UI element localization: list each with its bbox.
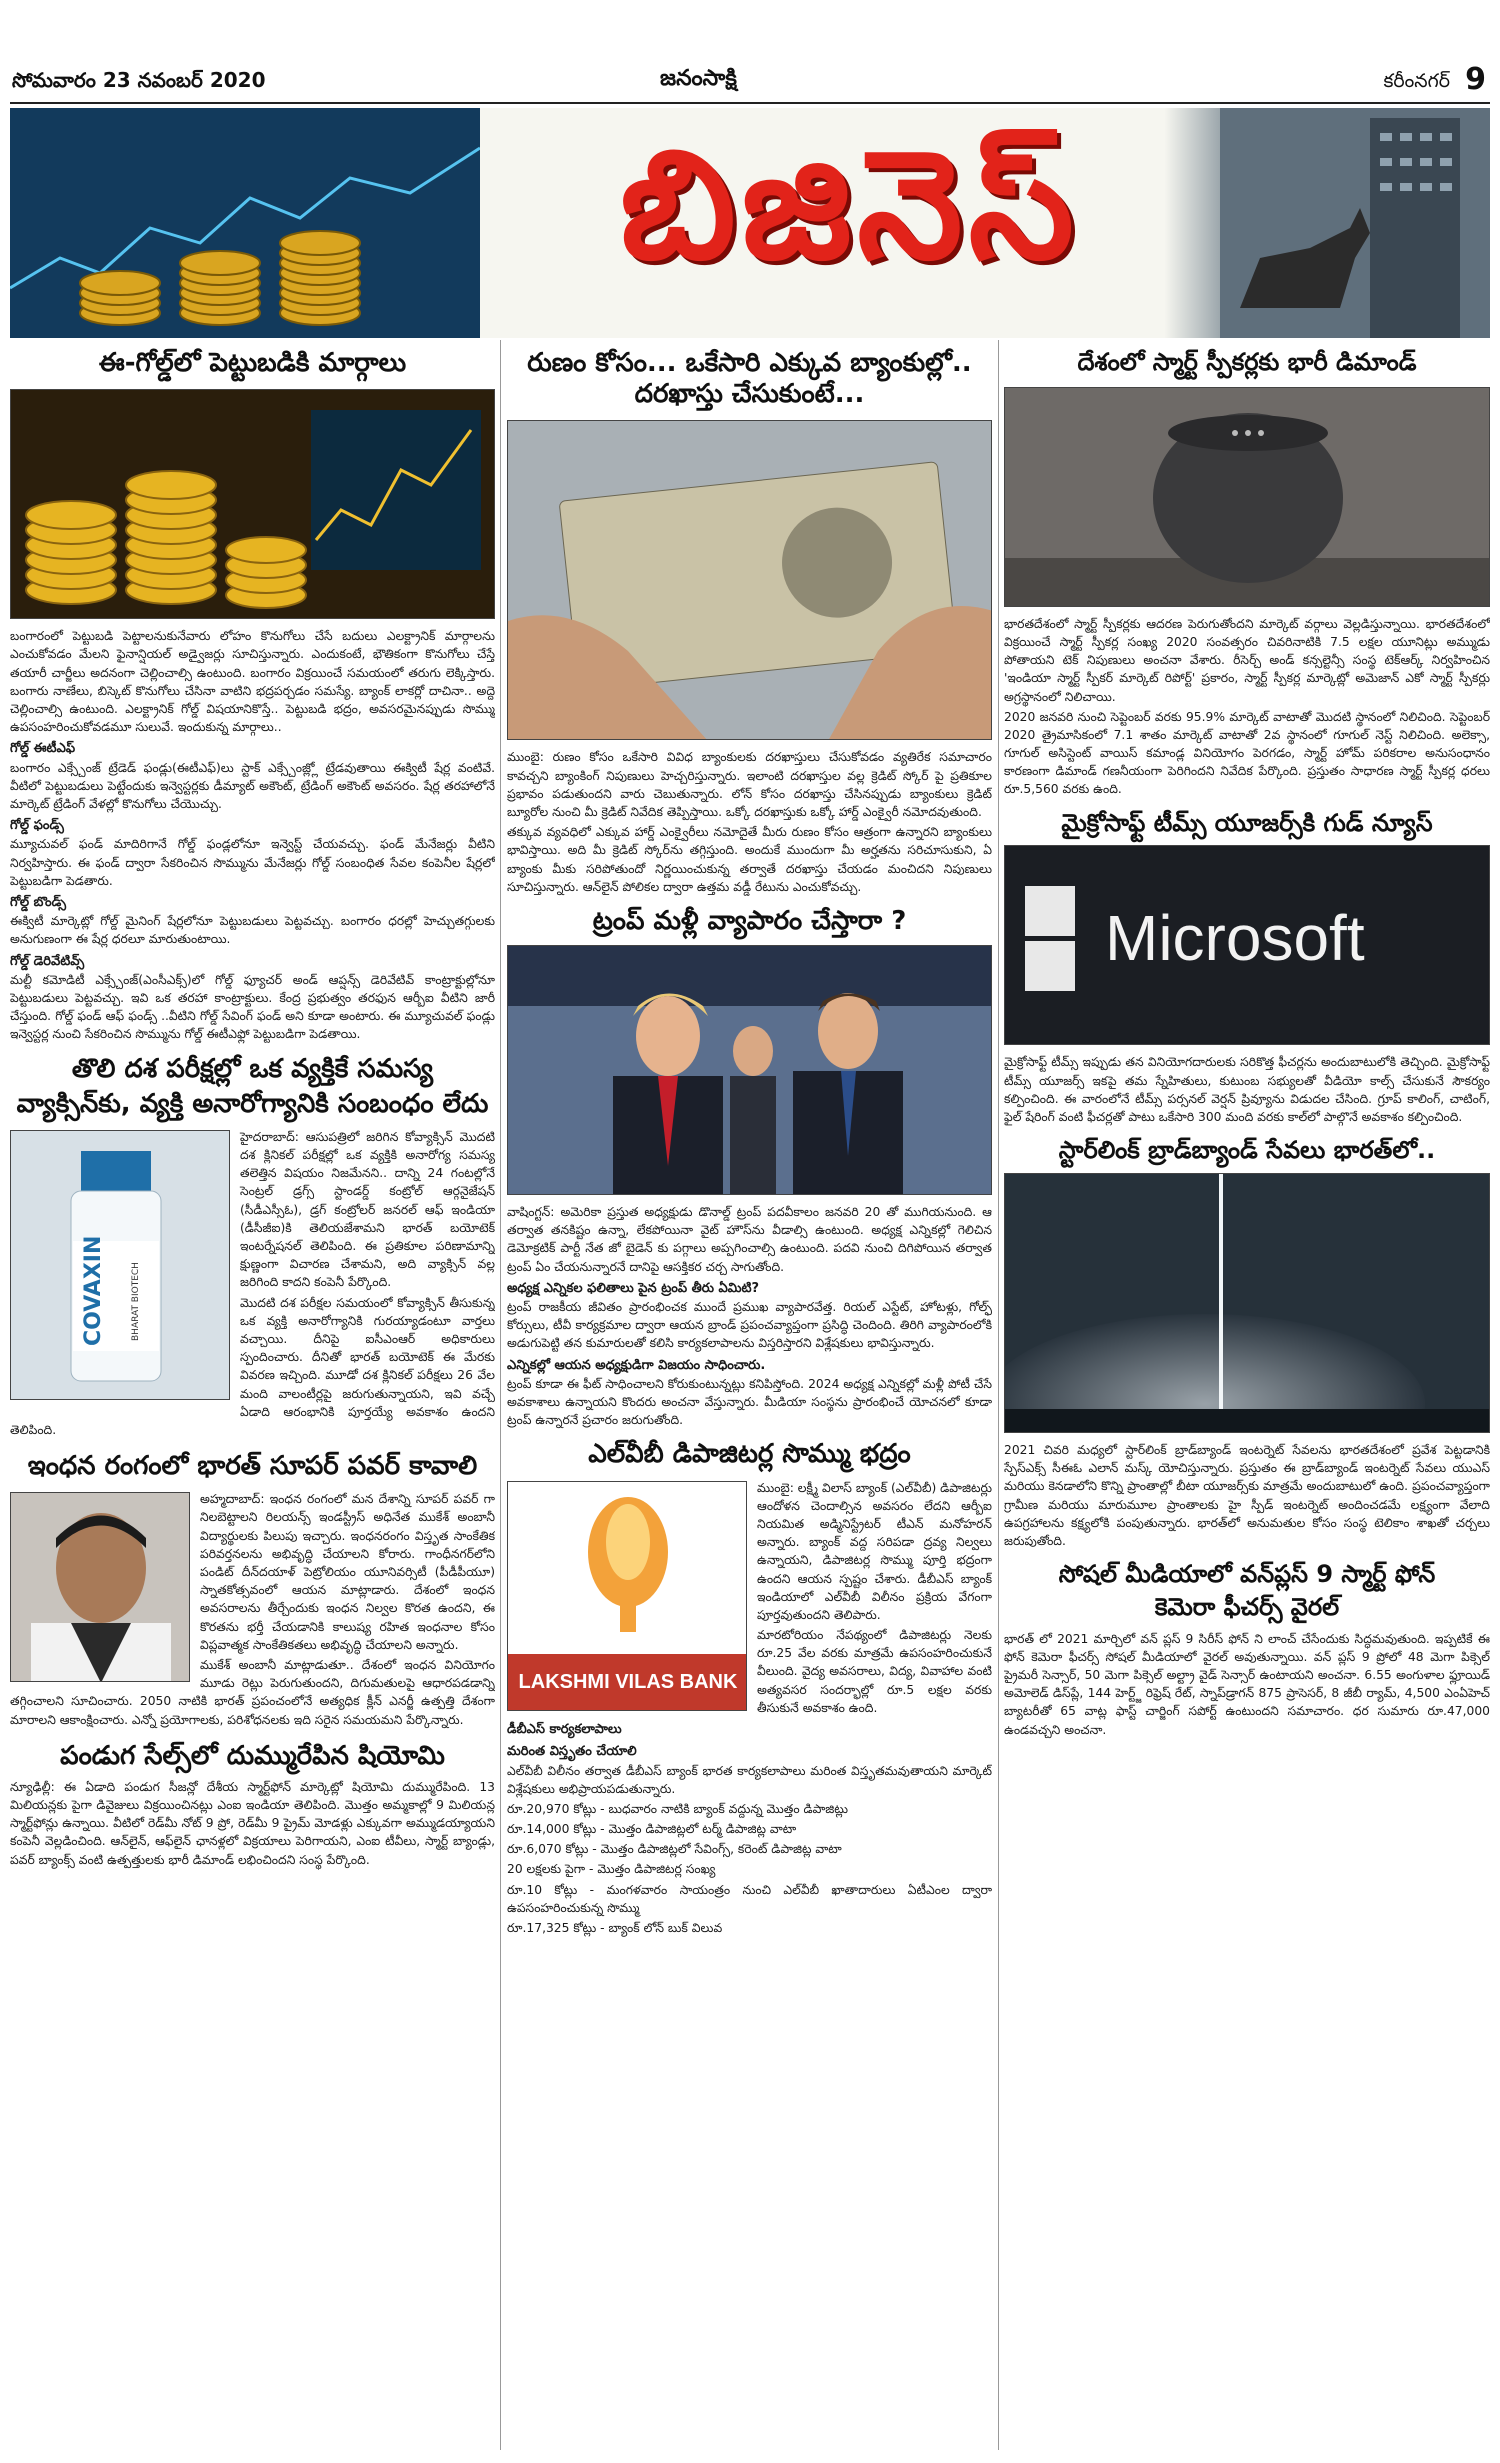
article-starlink <box>1004 1136 1490 1550</box>
column-divider <box>998 340 999 2450</box>
article-subhead: గోల్డ్ ఈటీఎఫ్ <box>10 741 76 757</box>
article-headline: ఈ-గోల్డ్‌లో పెట్టుబడికి మార్గాలు <box>98 348 407 378</box>
article-paragraph: న్యూఢిల్లీ: ఈ ఏడాది పండుగ సీజన్లో దేశీయ స్మార్ట్‌ఫోన్ మార్కెట్లో షియోమి దుమ్మురేపింది. 13 మిలియన్లకు పైగా డివైజులు విక్రయించినట్లు ఎంఐ ఇండియా తెలిపింది. మొత్తం అమ్మకాల్లో 9 మిలియన్ల స్మార్ట్‌ఫోన్లు ఉన్నాయి. వీటిలో రెడ్‌మీ నోట్ 9 ప్రో, రెడ్‌మీ 9 ప్రైమ్ మోడళ్లు ఎక్కువగా అమ్ముడయ్యాయని కంపెనీ వెల్లడించింది. ఆన్‌లైన్, ఆఫ్‌లైన్ ఛానళ్లలో విక్రయాలు పెరిగాయని, ఎంఐ టీవీలు, స్మార్ట్ బ్యాండ్లు, పవర్ బ్యాంక్స్ వంటి ఉత్పత్తులకు భారీ డిమాండ్ లభించిందని సంస్థ పేర్కొంది. <box>10 1779 495 1867</box>
section-banner <box>10 108 1490 338</box>
lvb-stat-line: 20 లక్షలకు పైగా - మొత్తం డిపాజిటర్ల సంఖ్య <box>507 1862 716 1877</box>
article-paragraph: భారతదేశంలో స్మార్ట్ స్పీకర్లకు ఆదరణ పెరుగుతోందని మార్కెట్ వర్గాలు వెల్లడిస్తున్నాయి. భారతదేశంలో విక్రయించే స్మార్ట్ స్పీకర్ల సంఖ్య 2020 సంవత్సరం చివరినాటికి 7.5 లక్షల యూనిట్లు అమ్ముడు పోతాయని టెక్ నిపుణులు అంచనా వేశారు. రీసెర్చ్ అండ్ కన్సల్టెన్సీ సంస్థ టెక్ఆర్క్ నిర్వహించిన 'ఇండియా స్మార్ట్ స్పీకర్ మార్కెట్ రిపోర్ట్' ప్రకారం, స్మార్ట్ స్పీకర్ల మార్కెట్లో అమెజాన్ ఎకో స్మార్ట్ స్పీకర్లు అగ్రస్థానంలో నిలిచాయి. <box>1004 616 1490 704</box>
edition-city: కరీంనగర్ <box>1383 70 1450 92</box>
mukesh-ambani-photo <box>10 1492 190 1682</box>
lvb-stats-list <box>507 1800 992 1937</box>
lvb-stat-line: రూ.14,000 కోట్లు - మొత్తం డిపాజిట్లలో టర్మ్ డిపాజిట్ల వాటా <box>507 1822 797 1837</box>
column-left <box>10 340 495 2450</box>
starlink-satellite-trail-image <box>1004 1173 1490 1433</box>
article-paragraph: బంగారం ఎక్స్చేంజ్ ట్రేడెడ్ ఫండ్లు(ఈటీఎఫ్)లు స్టాక్ ఎక్స్చేంజ్ల్లో ట్రేడవుతాయి ఈక్విటీ షేర్ల వంటివే. వీటిలో పెట్టుబడులు పెట్టేందుకు ఇన్వెస్టర్లకు డీమ్యాట్ అకౌంట్, ట్రేడింగ్ అకౌంట్ అవసరం. షేర్ల తరహాలోనే మార్కెట్ ట్రేడింగ్ వేళల్లో కొనుగోలు చేయొచ్చు. <box>10 760 495 811</box>
masthead-rule <box>10 102 1490 104</box>
article-paragraph: మారటోరియం నేపథ్యంలో డిపాజిటర్లు నెలకు రూ.25 వేల వరకు మాత్రమే ఉపసంహరించుకునే వీలుంది. వైద్య అవసరాలు, విద్య, వివాహాల వంటి అత్యవసర సందర్భాల్లో రూ.5 లక్షల వరకు తీసుకునే అవకాశం ఉంది. <box>757 1628 992 1715</box>
smart-speaker-image <box>1004 387 1490 607</box>
article-loans <box>507 348 992 896</box>
article-paragraph: ట్రంప్ రాజకీయ జీవితం ప్రారంభించక ముందే ప్రముఖ వ్యాపారవేత్త. రియల్ ఎస్టేట్, హోటళ్లు, గోల్ఫ్ కోర్సులు, టీవీ కార్యక్రమాల ద్వారా ఆయన బ్రాండ్ ప్రపంచవ్యాప్తంగా ప్రసిద్ధి చెందింది. తిరిగి వ్యాపారంలోకి అడుగుపెట్టి తన కుమారులతో కలిసి కార్యకలాపాలను విస్తరిస్తారని విశ్లేషకులు భావిస్తున్నారు. <box>507 1300 992 1351</box>
article-xiaomi <box>10 1741 495 1869</box>
article-paragraph: ఎల్‌వీబీ విలీనం తర్వాత డీబీఎస్ బ్యాంక్ భారత కార్యకలాపాలు మరింత విస్తృతమవుతాయని మార్కెట్ విశ్లేషకులు అభిప్రాయపడుతున్నారు. <box>507 1763 992 1796</box>
lvb-stat-line: రూ.10 కోట్లు - మంగళవారం సాయంత్రం నుంచి ఎల్‌వీబీ ఖాతాదారులు ఏటీఎంల ద్వారా ఉపసంహరించుకున్న సొమ్ము <box>507 1882 992 1915</box>
article-teams <box>1004 809 1490 1127</box>
stock-exchange-bull-image <box>1220 108 1490 338</box>
article-paragraph: బంగారంలో పెట్టుబడి పెట్టాలనుకునేవారు లోహం కొనుగోలు చేసే బదులు ఎలక్ట్రానిక్ మార్గాలను ఎంచుకోవడం మేలని ఫైనాన్షియల్ అడ్వైజర్లు సూచిస్తున్నారు. ఎందుకంటే, భౌతికంగా కొనుగోలు చేస్తే తయారీ చార్జీలు అదనంగా చెల్లించాల్సి ఉంటుంది. బంగారం విక్రయించే సమయంలో తరుగు లెక్కిస్తారు. బంగారు నాణేలు, బిస్కెట్ కొనుగోలు చేసినా వాటిని భద్రపర్చడం సమస్యే. బ్యాంక్ లాకర్లో దాచినా.. అద్దె చెల్లించాల్సి ఉంటుంది. ఎలక్ట్రానిక్ గోల్డ్ విషయానికొస్తే.. పెట్టుబడి భద్రం, అవసరమైనప్పుడు సొమ్ము ఉపసంహరించుకోవడమూ సులువే. ఇందుకున్న మార్గాలు.. <box>10 629 495 735</box>
article-headline: ఇంధన రంగంలో భారత్ సూపర్ పవర్ కావాలి <box>27 1451 478 1482</box>
issue-date: సోమవారం 23 నవంబర్ 2020 <box>12 68 266 92</box>
microsoft-logo-text: Microsoft <box>1105 902 1365 975</box>
article-paragraph: ముంబై: రుణం కోసం ఒకేసారి వివిధ బ్యాంకులకు దరఖాస్తులు చేసుకోవడం వ్యతిరేక సమాచారం కావచ్చని బ్యాంకింగ్ నిపుణులు హెచ్చరిస్తున్నారు. ఇలాంటి దరఖాస్తుల వల్ల క్రెడిట్ స్కోర్ పై ప్రతికూల ప్రభావం పడుతుందని వారు చెబుతున్నారు. లోన్ కోసం దరఖాస్తు చేసినప్పుడు బ్యాంకులు క్రెడిట్ బ్యూరోల నుంచి మీ క్రెడిట్ నివేదిక తెప్పిస్తాయి. ఒక్కో దరఖాస్తుకు ఒక్కో హార్డ్ ఎంక్వైరీ నమోదవుతుంది. <box>507 750 992 819</box>
bank-logo-label: LAKSHMI VILAS BANK <box>508 1654 747 1711</box>
section-title: బిజినెస్ <box>620 116 1080 293</box>
article-paragraph: మ్యూచువల్ ఫండ్ మాదిరిగానే గోల్డ్ ఫండ్లలోనూ ఇన్వెస్ట్ చేయవచ్చు. ఫండ్ మేనేజర్లు వీటిని నిర్వహిస్తారు. ఈ ఫండ్ ద్వారా సేకరించిన సొమ్మును మేనేజర్లు గోల్డ్ సంబంధిత సేవల కంపెనీల షేర్లలో పెట్టుబడిగా పెడతారు. <box>10 837 495 888</box>
article-paragraph: ట్రంప్ కూడా ఈ ఫీట్ సాధించాలని కోరుకుంటున్నట్లు కనిపిస్తోంది. 2024 అధ్యక్ష ఎన్నికల్లో మళ్లీ పోటీ చేసే అవకాశాలు ఉన్నాయని కొందరు అంచనా వేస్తున్నారు. మీడియా సంస్థను ప్రారంభించే యోచనలో కూడా ట్రంప్ ఉన్నారనే ప్రచారం జరుగుతోంది. <box>507 1376 992 1428</box>
article-paragraph: తక్కువ వ్యవధిలో ఎక్కువ హార్డ్ ఎంక్వైరీలు నమోదైతే మీరు రుణం కోసం ఆత్రంగా ఉన్నారని బ్యాంకులు భావిస్తాయి. అది మీ క్రెడిట్ స్కోర్‌ను తగ్గిస్తుంది. అందుకే ముందుగా మీ అర్హతను సరిచూసుకుని, ఏ బ్యాంకు మీకు సరిపోతుందో నిర్ణయించుకున్న తర్వాతే దరఖాస్తు చేయడం మంచిదని నిపుణులు సూచిస్తున్నారు. ఆన్‌లైన్ పోలికల ద్వారా ఉత్తమ వడ్డీ రేటును ఎంచుకోవచ్చు. <box>507 825 992 894</box>
microsoft-logo-image <box>1004 845 1490 1045</box>
article-headline: స్టార్‌లింక్ బ్రాడ్‌బ్యాండ్ సేవలు భారత్‌లో.. <box>1058 1136 1436 1165</box>
column-middle <box>507 340 992 2450</box>
article-headline: రుణం కోసం... ఒకేసారి ఎక్కువ బ్యాంకుల్లో.. దరఖాస్తు చేసుకుంటే... <box>527 348 972 410</box>
article-subheadline: కెమెరా ఫీచర్స్ వైరల్ <box>1154 1592 1340 1621</box>
article-headline: పండుగ సేల్స్‌లో దుమ్మురేపిన షియోమి <box>60 1740 445 1771</box>
article-paragraph: ముకేశ్ అంబానీ మాట్లాడుతూ.. దేశంలో ఇంధన వినియోగం మూడు రెట్లు పెరుగుతుందని, దిగుమతులపై ఆధారపడడాన్ని తగ్గించాలని సూచించారు. 2050 నాటికి భారత్ ప్రపంచంలోనే అత్యధిక క్లీన్ ఎనర్జీ ఉత్పత్తి దేశంగా మారాలని ఆకాంక్షించారు. ఎన్నో ప్రయోగాలకు, పరిశోధనలకు ఇది సరైన సమయమని పేర్కొన్నారు. <box>10 1657 495 1727</box>
column-right <box>1004 340 1490 2450</box>
article-paragraph: వాషింగ్టన్: అమెరికా ప్రస్తుత అధ్యక్షుడు డొనాల్డ్ ట్రంప్ పదవీకాలం జనవరి 20 తో ముగియనుంది. ఆ తర్వాత తనకిష్టం ఉన్నా, లేకపోయినా వైట్ హౌస్‌ను వీడాల్సి ఉంటుంది. అధ్యక్ష ఎన్నికల్లో గెలిచిన డెమోక్రటిక్ పార్టీ నేత జో బైడెన్ కు పగ్గాలు అప్పగించాల్సి ఉంటుంది. పదవి నుంచి దిగిపోయిన తర్వాత ట్రంప్ ఏం చేయనున్నారనే దానిపై ఆసక్తికర చర్చ సాగుతోంది. <box>507 1205 992 1274</box>
article-subheadline: వ్యాక్సిన్‌కు, వ్యక్తి అనారోగ్యానికి సంబంధం లేదు <box>16 1088 489 1119</box>
article-paragraph: 2020 జనవరి నుంచి సెప్టెంబర్ వరకు 95.9% మార్కెట్ వాటాతో మొదటి స్థానంలో నిలిచింది. సెప్టెంబర్ 2020 త్రైమాసికంలో 7.1 శాతం మార్కెట్ వాటాతో 2వ స్థానంలో గూగుల్ నెస్ట్ నిలిచింది. అలెక్సా, గూగుల్ అసిస్టెంట్ వాయిస్ కమాండ్ల వినియోగం పెరగడం, స్మార్ట్ హోమ్ పరికరాల అనుసంధానం కారణంగా డిమాండ్ గణనీయంగా పెరిగిందని నివేదిక పేర్కొంది. ప్రస్తుతం సాధారణ స్మార్ట్ స్పీకర్ల ధరలు రూ.5,560 వరకు ఉంది. <box>1004 709 1490 797</box>
masthead-bar <box>10 62 1490 102</box>
article-lvb <box>507 1439 992 1939</box>
article-oneplus <box>1004 1560 1490 1739</box>
column-divider <box>500 340 501 2450</box>
article-paragraph: ఈక్విటీ మార్కెట్లో గోల్డ్ మైనింగ్ షేర్లలోనూ పెట్టుబడులు పెట్టవచ్చు. బంగారం ధరల్లో హెచ్చుతగ్గులకు అనుగుణంగా ఈ షేర్ల ధరలూ మారుతుంటాయి. <box>10 914 495 947</box>
article-paragraph: 2021 చివరి మధ్యలో స్టార్‌లింక్ బ్రాడ్‌బ్యాండ్ ఇంటర్నెట్ సేవలను భారతదేశంలో ప్రవేశ పెట్టడానికి స్పేస్ఎక్స్ సీఈఓ ఎలాన్ మస్క్ యోచిస్తున్నారు. ప్రస్తుతం ఈ బ్రాడ్‌బ్యాండ్ ఇంటర్నెట్ సేవలు యుఎస్ మరియు కెనడాలోని కొన్ని ప్రాంతాల్లో బీటా యూజర్స్‌కు మాత్రమే అందుబాటులో ఉంది. ప్రపంచవ్యాప్తంగా గ్రామీణ మరియు మారుమూల ప్రాంతాలకు హై స్పీడ్ ఇంటర్నెట్ అందించడమే లక్ష్యంగా వేలాది ఉపగ్రహాలను కక్ష్యలోకి పంపుతున్నారు. భారత్‌లో అనుమతుల కోసం సంస్థ టెలికాం శాఖతో చర్చలు జరుపుతోంది. <box>1004 1443 1490 1548</box>
lvb-stat-line: రూ.6,070 కోట్లు - మొత్తం డిపాజిట్లలో సేవింగ్స్, కరెంట్ డిపాజిట్ల వాటా <box>507 1842 842 1857</box>
article-subhead: మరింత విస్తృతం చేయాలి <box>507 1744 637 1760</box>
article-headline: ఎల్‌వీబీ డిపాజిటర్ల సొమ్ము భద్రం <box>588 1439 911 1470</box>
page-number: 9 <box>1465 62 1486 97</box>
vial-brand-label: COVAXIN <box>81 1235 106 1346</box>
article-paragraph: హైదరాబాద్: ఆసుపత్రిలో జరిగిన కోవ్యాక్సిన్ మొదటి దశ క్లినికల్ పరీక్షల్లో ఒక వ్యక్తికి అనారోగ్య సమస్య తలెత్తిన విషయం నిజమేనని.. దాన్ని 24 గంటల్లోనే సెంట్రల్ డ్రగ్స్ స్టాండర్డ్ కంట్రోల్ ఆర్గనైజేషన్ (సీడీఎస్సీఓ), డ్రగ్ కంట్రోలర్ జనరల్ ఆఫ్ ఇండియా (డీసీజీఐ)కి తెలియజేశామని భారత్ బయోటెక్ ఇంటర్నేషనల్ తెలిపింది. ఈ ప్రతికూల పరిణామాన్ని క్షుణ్ణంగా విచారణ చేశామని, అది వ్యాక్సిన్ వల్ల జరిగింది కాదని కంపెనీ పేర్కొంది. <box>240 1129 495 1290</box>
lvb-stat-line: రూ.20,970 కోట్లు - బుధవారం నాటికి బ్యాంక్ వద్దున్న మొత్తం డిపాజిట్లు <box>507 1801 849 1816</box>
article-subhead: అధ్యక్ష ఎన్నికల ఫలితాలు పైన ట్రంప్ తీరు ఏమిటి? <box>507 1280 760 1296</box>
article-speakers <box>1004 348 1490 799</box>
newspaper-name: జనంసాక్షి <box>660 66 737 91</box>
article-subhead: గోల్డ్ డెరివేటివ్స్ <box>10 953 85 969</box>
covaxin-vial-image <box>10 1130 230 1400</box>
article-headline: దేశంలో స్మార్ట్ స్పీకర్లకు భారీ డిమాండ్ <box>1077 348 1417 376</box>
article-trump <box>507 906 992 1430</box>
gold-coins-chart-image <box>10 108 480 338</box>
article-headline: ట్రంప్ మళ్లీ వ్యాపారం చేస్తారా ? <box>592 905 907 936</box>
trump-family-photo <box>507 945 992 1195</box>
article-paragraph: మొదటి దశ పరీక్షల సమయంలో కోవ్యాక్సిన్ తీసుకున్న ఒక వ్యక్తి అనారోగ్యానికి గురయ్యాడంటూ వార్తలు వచ్చాయి. దీనిపై ఐసీఎంఆర్ అధికారులు స్పందించారు. దీనితో భారత్ బయోటెక్ ఈ మేరకు వివరణ ఇచ్చింది. మూడో దశ క్లినికల్ పరీక్షలు 26 వేల మంది వాలంటీర్లపై జరుగుతున్నాయని, ఇవి వచ్చే ఏడాది ఆరంభానికి పూర్తయ్యే అవకాశం ఉందని తెలిపింది. <box>10 1295 495 1437</box>
article-headline: తొలి దశ పరీక్షల్లో ఒక వ్యక్తికే సమస్య <box>71 1053 434 1084</box>
article-covaxin <box>10 1054 495 1442</box>
article-egold <box>10 348 495 1044</box>
lakshmi-vilas-bank-logo <box>507 1481 747 1711</box>
article-reliance <box>10 1451 495 1731</box>
article-headline: మైక్రోసాఫ్ట్ టీమ్స్ యూజర్స్‌కి గుడ్ న్యూస్ <box>1061 808 1433 837</box>
lvb-stat-line: రూ.17,325 కోట్లు - బ్యాంక్ లోన్ బుక్ విలువ <box>507 1921 723 1935</box>
article-paragraph: మైక్రోసాఫ్ట్ టీమ్స్ ఇప్పుడు తన వినియోగదారులకు సరికొత్త ఫీచర్లను అందుబాటులోకి తెచ్చింది. మైక్రోసాఫ్ట్ టీమ్స్ యూజర్స్ ఇకపై తమ స్నేహితులు, కుటుంబ సభ్యులతో వీడియో కాల్స్ చేసుకునే సౌకర్యం కల్పించింది. ఈ వారంలోనే టీమ్స్ పర్సనల్ వెర్షన్ ప్రివ్యూను విడుదల చేసింది. గ్రూప్ కాలింగ్, చాటింగ్, ఫైల్ షేరింగ్ వంటి ఫీచర్లతో పాటు ఒకేసారి 300 మంది వరకు కాల్‌లో పాల్గొనే అవకాశం కల్పించింది. <box>1004 1055 1490 1125</box>
article-paragraph: ముంబై: లక్ష్మీ విలాస్ బ్యాంక్ (ఎల్‌వీబీ) డిపాజిటర్లు ఆందోళన చెందాల్సిన అవసరం లేదని ఆర్బీఐ నియమిత అడ్మినిస్ట్రేటర్ టీఎన్ మనోహరన్ అన్నారు. బ్యాంక్ వద్ద సరిపడా ద్రవ్య నిల్వలు ఉన్నాయని, డిపాజిటర్ల సొమ్ము పూర్తి భద్రంగా ఉందని ఆయన స్పష్టం చేశారు. డీబీఎస్ బ్యాంక్ ఇండియాలో ఎల్‌వీబీ విలీనం ప్రక్రియ వేగంగా పూర్తవుతుందని తెలిపారు. <box>757 1480 992 1622</box>
article-subhead: ఎన్నికల్లో ఆయన అధ్యక్షుడిగా విజయం సాధించారు. <box>507 1357 766 1373</box>
currency-note-image <box>507 420 992 740</box>
vial-maker-label: BHARAT BIOTECH <box>131 1261 141 1341</box>
article-paragraph: మల్టీ కమోడిటీ ఎక్స్చేంజ్(ఎంసీఎక్స్)లో గోల్డ్ ఫ్యూచర్ అండ్ ఆప్షన్స్ డెరివేటివ్ కాంట్రాక్టుల్లోనూ పెట్టుబడులు పెట్టవచ్చు. ఇవి ఒక తరహా కాంట్రాక్టులు. కేంద్ర ప్రభుత్వం తరఫున ఆర్బీఐ వీటిని జారీ చేస్తుంది. గోల్డ్ ఫండ్ ఆఫ్ ఫండ్స్ ..వీటిని గోల్డ్ సేవింగ్ ఫండ్ అని కూడా అంటారు. ఈ మ్యూచువల్ ఫండ్లు ఇన్వెస్టర్ల నుంచి సేకరించిన సొమ్మును గోల్డ్ ఈటీఎఫ్లో పెట్టుబడిగా పెడతాయి. <box>10 972 495 1042</box>
article-subhead: గోల్డ్ ఫండ్స్ <box>10 818 64 834</box>
article-headline: సోషల్ మీడియాలో వన్‌ప్లస్ 9 స్మార్ట్ ఫోన్ <box>1058 1560 1436 1589</box>
article-subhead: డీబీఎస్ కార్యకలాపాలు <box>507 1722 622 1738</box>
gold-bars-image <box>10 389 495 619</box>
article-paragraph: భారత్ లో 2021 మార్చిలో వన్ ప్లస్ 9 సిరీస్ ఫోన్ ని లాంచ్ చేసేందుకు సిద్ధమవుతుంది. ఇప్పటికే ఈ ఫోన్ కెమెరా ఫీచర్స్ సోషల్ మీడియాలో వైరల్ అవుతున్నాయి. వన్ ప్లస్ 9 ప్రోలో 48 మెగా పిక్సెల్ ప్రైమరీ సెన్సార్, 50 మెగా పిక్సెల్ అల్ట్రా వైడ్ సెన్సార్ ఉంటాయని అంచనా. 6.55 అంగుళాల ఫ్లూయిడ్ అమోలెడ్ డిస్‌ప్లే, 144 హెర్ట్జ్ రిఫ్రెష్ రేట్, స్నాప్‌డ్రాగన్ 875 ప్రాసెసర్, 8 జీబీ ర్యామ్, 4,500 ఎంఏహెచ్ బ్యాటరీతో 65 వాట్ల ఫాస్ట్ చార్జింగ్ సపోర్ట్ ఉంటుందని సమాచారం. ధర సుమారు రూ.47,000 ఉండవచ్చని అంచనా. <box>1004 1631 1490 1737</box>
article-paragraph: అహ్మదాబాద్: ఇంధన రంగంలో మన దేశాన్ని సూపర్ పవర్ గా నిలబెట్టాలని రిలయన్స్ ఇండస్ట్రీస్ అధినేత ముకేశ్ అంబానీ విద్యార్థులకు పిలుపు ఇచ్చారు. ఇంధనరంగం విస్తృత సాంకేతిక పరివర్తనలను అభివృద్ధి చేయాలని కోరారు. గాంధీనగర్‌లోని పండిట్ దీన్‌దయాళ్ పెట్రోలియం యూనివర్సిటీ (పీడీపీయూ) స్నాతకోత్సవంలో ఆయన మాట్లాడారు. దేశంలో ఇంధన అవసరాలను తీర్చేందుకు ఇంధన నిల్వల కొరత ఉందని, ఈ కొరతను భర్తీ చేయడానికి కాలుష్య రహిత ఇంధనాల కోసం విప్లవాత్మక సాంకేతికతలు అభివృద్ధి చేయాలని అన్నారు. <box>200 1492 495 1652</box>
article-subhead: గోల్డ్ బొండ్స్ <box>10 894 67 910</box>
